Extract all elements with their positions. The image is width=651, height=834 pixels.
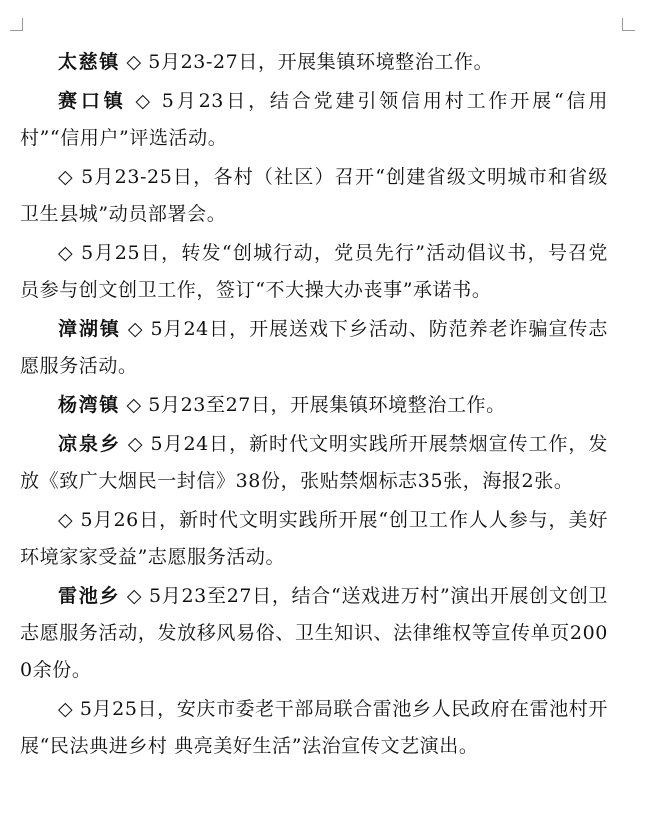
paragraph-leichi	[20, 578, 608, 689]
paragraph-text: ◇ 5月23日，结合党建引领信用村工作开展“信用村”“信用户”评选活动。	[20, 90, 608, 149]
town-name: 凉泉乡	[58, 433, 121, 455]
document-body	[20, 44, 608, 767]
paragraph-yangwan	[20, 387, 608, 424]
page-corner-mark-left	[10, 18, 23, 31]
paragraph-text: ◇ 5月23至27日，结合“送戏进万村”演出开展创文创卫志愿服务活动，发放移风易俗、卫生知识、法律维权等宣传单页2000余份。	[20, 585, 609, 681]
town-name: 雷池乡	[58, 585, 121, 607]
paragraph-text: ◇ 5月24日，开展送戏下乡活动、防范养老诈骗宣传志愿服务活动。	[20, 318, 608, 377]
paragraph-liangquan-2	[20, 502, 608, 576]
paragraph-text: ◇ 5月25日，安庆市委老干部局联合雷池乡人民政府在雷池村开展“民法典进乡村 典亮美好生活”法治宣传文艺演出。	[20, 698, 608, 757]
paragraph-saikou	[20, 83, 608, 157]
page-corner-mark-right	[622, 18, 635, 31]
paragraph-text: ◇ 5月24日，新时代文明实践所开展禁烟宣传工作，发放《致广大烟民一封信》38份，张贴禁烟标志35张，海报2张。	[20, 433, 608, 492]
paragraph-text: ◇ 5月23至27日，开展集镇环境整治工作。	[126, 394, 506, 416]
town-name: 漳湖镇	[58, 318, 121, 340]
paragraph-text: ◇ 5月23-25日，各村（社区）召开“创建省级文明城市和省级卫生县城”动员部署会。	[20, 166, 608, 225]
paragraph-text: ◇ 5月25日，转发“创城行动，党员先行”活动倡议书，号召党员参与创文创卫工作，签订“不大操大办丧事”承诺书。	[20, 242, 608, 301]
paragraph-saikou-2	[20, 159, 608, 233]
paragraph-saikou-3	[20, 235, 608, 309]
town-name: 太慈镇	[58, 51, 120, 73]
town-name: 杨湾镇	[58, 394, 120, 416]
paragraph-liangquan	[20, 426, 608, 500]
paragraph-leichi-2	[20, 691, 608, 765]
paragraph-text: ◇ 5月26日，新时代文明实践所开展“创卫工作人人参与，美好环境家家受益”志愿服务活动。	[20, 509, 608, 568]
paragraph-zhanghu	[20, 311, 608, 385]
town-name: 赛口镇	[58, 90, 127, 112]
paragraph-taici	[20, 44, 608, 81]
paragraph-text: ◇ 5月23-27日，开展集镇环境整治工作。	[126, 51, 494, 73]
